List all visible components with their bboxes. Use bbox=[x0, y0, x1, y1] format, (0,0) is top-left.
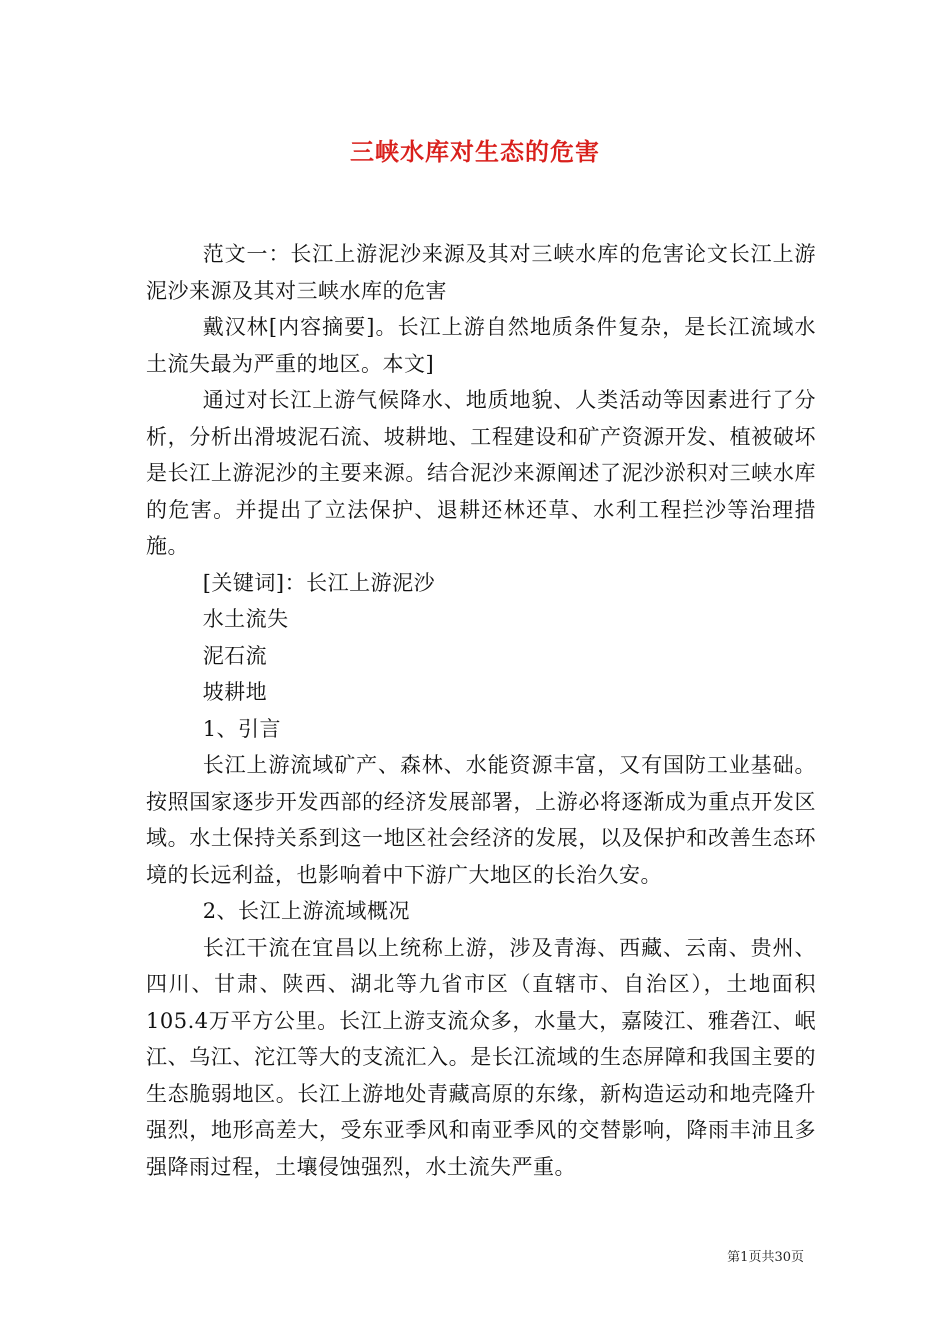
paragraph-sample-intro: 范文一：长江上游泥沙来源及其对三峡水库的危害论文长江上游泥沙来源及其对三峡水库的危害 bbox=[146, 242, 816, 303]
paragraph-author-abstract: 戴汉林[内容摘要]。长江上游自然地质条件复杂，是长江流域水土流失最为严重的地区。本文] bbox=[146, 315, 816, 376]
keyword-item: 坡耕地 bbox=[202, 680, 268, 704]
keyword-item: 水土流失 bbox=[202, 607, 289, 631]
section-heading: 1、引言 bbox=[202, 716, 282, 741]
paragraph-introduction: 长江上游流域矿产、森林、水能资源丰富，又有国防工业基础。按照国家逐步开发西部的经济发展部署，上游必将逐渐成为重点开发区域。水土保持关系到这一地区社会经济的发展，以及保护和改善生态环境的长远利益，也影响着中下游广大地区的长治久安。 bbox=[146, 753, 816, 887]
page-number-footer: 第1页共30页 bbox=[727, 1250, 804, 1265]
paragraph-keywords: [关键词]：长江上游泥沙 bbox=[202, 570, 436, 595]
section-heading: 2、长江上游流域概况 bbox=[202, 899, 411, 923]
paragraph-overview: 长江干流在宜昌以上统称上游，涉及青海、西藏、云南、贵州、四川、甘肃、陕西、湖北等九省市区（直辖市、自治区），土地面积105.4万平方公里。长江上游支流众多，水量大，嘉陵江、雅砻江、岷江、乌江、沱江等大的支流汇入。是长江流域的生态屏障和我国主要的生态脆弱地区。长江上游地处青藏高原的东缘，新构造运动和地壳隆升强烈，地形高差大，受东亚季风和南亚季风的交替影响，降雨丰沛且多强降雨过程，土壤侵蚀强烈，水土流失严重。 bbox=[146, 935, 816, 1179]
keyword-item: 泥石流 bbox=[202, 643, 268, 668]
paragraph-abstract-body: 通过对长江上游气候降水、地质地貌、人类活动等因素进行了分析，分析出滑坡泥石流、坡耕地、工程建设和矿产资源开发、植被破坏是长江上游泥沙的主要来源。结合泥沙来源阐述了泥沙淤积对三峡水库的危害。并提出了立法保护、退耕还林还草、水利工程拦沙等治理措施。 bbox=[146, 388, 816, 558]
document-title: 三峡水库对生态的危害 bbox=[350, 137, 600, 166]
document-body bbox=[146, 236, 816, 1185]
